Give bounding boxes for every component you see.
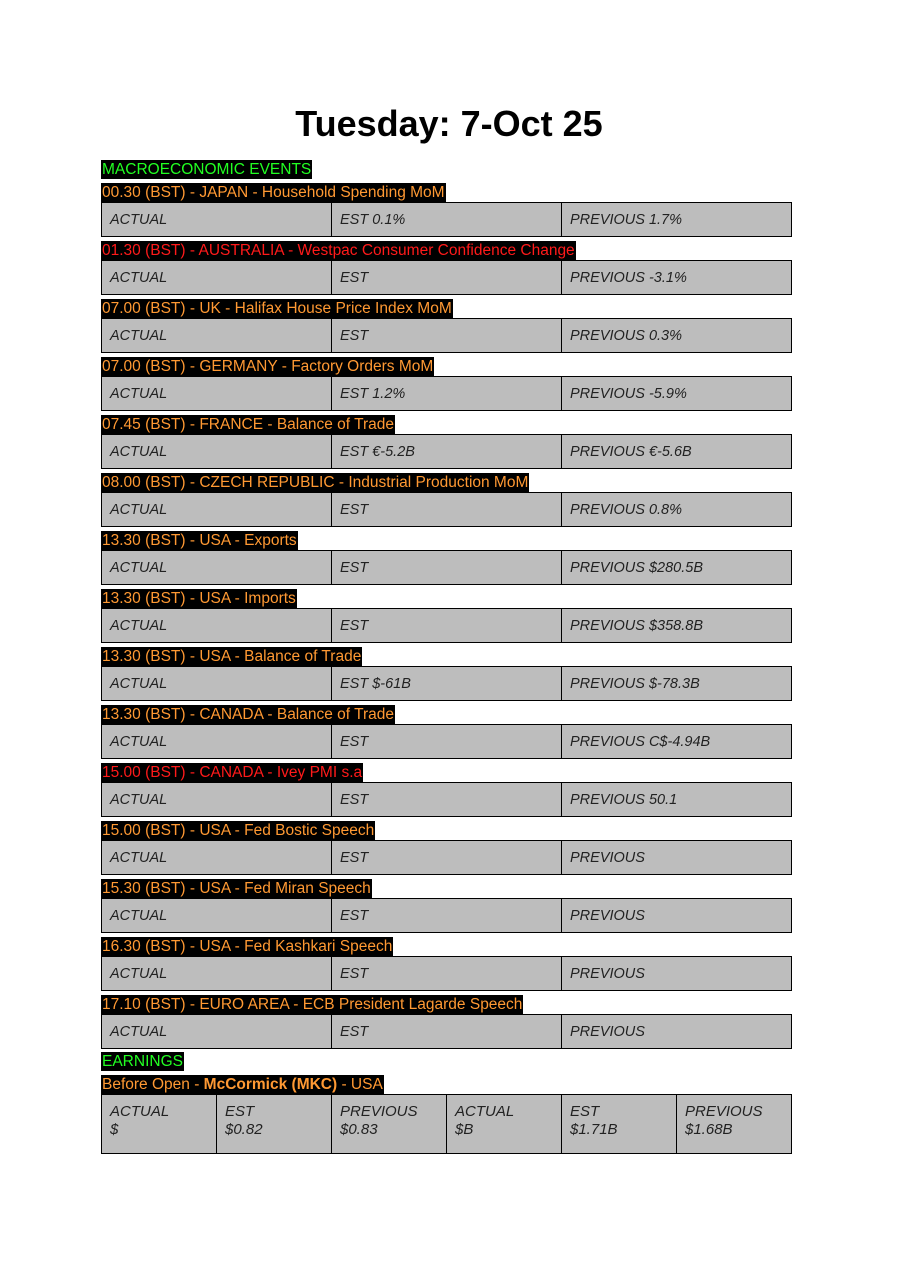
event-header — [101, 295, 792, 318]
earnings-cell — [217, 1095, 332, 1154]
previous-cell: PREVIOUS — [562, 899, 792, 933]
event-row — [102, 1015, 792, 1049]
earnings-item-header — [101, 1071, 792, 1094]
earnings-cell-value: $1.71B — [570, 1121, 618, 1138]
estimate-cell: EST — [332, 841, 562, 875]
earnings-cell-value: $0.83 — [340, 1121, 378, 1138]
event-header — [101, 933, 792, 956]
event-title: 07.00 (BST) - UK - Halifax House Price Index MoM — [102, 300, 452, 317]
actual-cell: ACTUAL — [102, 899, 332, 933]
earnings-company: McCormick (MKC) — [203, 1076, 338, 1093]
earnings-cell-value: $ — [110, 1121, 119, 1138]
estimate-cell: EST — [332, 957, 562, 991]
earnings-cell — [332, 1095, 447, 1154]
earnings-section-header — [101, 1049, 792, 1071]
earnings-cell-label: ACTUAL — [455, 1103, 515, 1120]
previous-cell: PREVIOUS 1.7% — [562, 203, 792, 237]
previous-cell: PREVIOUS $280.5B — [562, 551, 792, 585]
estimate-cell: EST 0.1% — [332, 203, 562, 237]
event-header — [101, 469, 792, 492]
event-table — [101, 492, 792, 527]
actual-cell: ACTUAL — [102, 725, 332, 759]
actual-cell: ACTUAL — [102, 319, 332, 353]
estimate-cell: EST €-5.2B — [332, 435, 562, 469]
event-title: 08.00 (BST) - CZECH REPUBLIC - Industrial Production MoM — [102, 474, 529, 491]
actual-cell: ACTUAL — [102, 493, 332, 527]
earnings-cell-value: $B — [455, 1121, 474, 1138]
event-header — [101, 643, 792, 666]
actual-cell: ACTUAL — [102, 1015, 332, 1049]
earnings-table — [101, 1094, 792, 1154]
event-table — [101, 318, 792, 353]
event-row — [102, 841, 792, 875]
event-header — [101, 411, 792, 434]
event-title: 07.00 (BST) - GERMANY - Factory Orders MoM — [102, 358, 434, 375]
estimate-cell: EST — [332, 493, 562, 527]
earnings-cell — [562, 1095, 677, 1154]
event-row — [102, 377, 792, 411]
event-list — [101, 179, 792, 1049]
event-row — [102, 899, 792, 933]
previous-cell: PREVIOUS 0.8% — [562, 493, 792, 527]
previous-cell: PREVIOUS -5.9% — [562, 377, 792, 411]
earnings-item-title — [101, 1075, 384, 1094]
previous-cell: PREVIOUS C$-4.94B — [562, 725, 792, 759]
previous-cell: PREVIOUS $358.8B — [562, 609, 792, 643]
event-table — [101, 782, 792, 817]
previous-cell: PREVIOUS -3.1% — [562, 261, 792, 295]
event-row — [102, 667, 792, 701]
event-header — [101, 701, 792, 724]
event-title: 13.30 (BST) - CANADA - Balance of Trade — [102, 706, 395, 723]
event-title: 17.10 (BST) - EURO AREA - ECB President Lagarde Speech — [102, 996, 523, 1013]
earnings-cell — [102, 1095, 217, 1154]
event-table — [101, 550, 792, 585]
event-title: 00.30 (BST) - JAPAN - Household Spending MoM — [102, 184, 445, 201]
event-row — [102, 261, 792, 295]
earnings-cell-value: $0.82 — [225, 1121, 263, 1138]
event-row — [102, 957, 792, 991]
earnings-section-label: EARNINGS — [102, 1053, 183, 1070]
event-title: 13.30 (BST) - USA - Balance of Trade — [102, 648, 362, 665]
earnings-row — [102, 1095, 792, 1154]
event-header — [101, 179, 792, 202]
event-table — [101, 956, 792, 991]
event-table — [101, 898, 792, 933]
actual-cell: ACTUAL — [102, 261, 332, 295]
document-body — [101, 157, 792, 1154]
event-title: 07.45 (BST) - FRANCE - Balance of Trade — [102, 416, 395, 433]
event-header — [101, 759, 792, 782]
actual-cell: ACTUAL — [102, 783, 332, 817]
actual-cell: ACTUAL — [102, 609, 332, 643]
event-table — [101, 376, 792, 411]
earnings-cell-value: $1.68B — [685, 1121, 733, 1138]
event-row — [102, 783, 792, 817]
event-title: 16.30 (BST) - USA - Fed Kashkari Speech — [102, 938, 393, 955]
event-row — [102, 609, 792, 643]
estimate-cell: EST — [332, 319, 562, 353]
event-header — [101, 585, 792, 608]
earnings-cell-label: PREVIOUS — [685, 1103, 763, 1120]
event-table — [101, 1014, 792, 1049]
actual-cell: ACTUAL — [102, 435, 332, 469]
page-title: Tuesday: 7-Oct 25 — [295, 103, 603, 144]
event-table — [101, 434, 792, 469]
event-title: 15.00 (BST) - USA - Fed Bostic Speech — [102, 822, 375, 839]
event-header — [101, 353, 792, 376]
estimate-cell: EST — [332, 551, 562, 585]
previous-cell: PREVIOUS — [562, 1015, 792, 1049]
event-row — [102, 725, 792, 759]
event-table — [101, 724, 792, 759]
event-header — [101, 875, 792, 898]
earnings-cell-label: EST — [225, 1103, 255, 1120]
actual-cell: ACTUAL — [102, 551, 332, 585]
previous-cell: PREVIOUS — [562, 841, 792, 875]
estimate-cell: EST — [332, 783, 562, 817]
event-title: 15.00 (BST) - CANADA - Ivey PMI s.a — [102, 764, 363, 781]
event-title: 15.30 (BST) - USA - Fed Miran Speech — [102, 880, 371, 897]
actual-cell: ACTUAL — [102, 667, 332, 701]
estimate-cell: EST — [332, 609, 562, 643]
event-table — [101, 202, 792, 237]
estimate-cell: EST — [332, 261, 562, 295]
earnings-suffix: - USA — [337, 1076, 383, 1093]
previous-cell: PREVIOUS 50.1 — [562, 783, 792, 817]
earnings-cell — [447, 1095, 562, 1154]
previous-cell: PREVIOUS €-5.6B — [562, 435, 792, 469]
previous-cell: PREVIOUS 0.3% — [562, 319, 792, 353]
event-table — [101, 260, 792, 295]
estimate-cell: EST — [332, 1015, 562, 1049]
estimate-cell: EST — [332, 725, 562, 759]
earnings-prefix: Before Open - — [102, 1076, 204, 1093]
event-table — [101, 608, 792, 643]
actual-cell: ACTUAL — [102, 957, 332, 991]
earnings-cell-label: PREVIOUS — [340, 1103, 418, 1120]
event-header — [101, 817, 792, 840]
actual-cell: ACTUAL — [102, 203, 332, 237]
previous-cell: PREVIOUS — [562, 957, 792, 991]
actual-cell: ACTUAL — [102, 377, 332, 411]
event-table — [101, 840, 792, 875]
estimate-cell: EST — [332, 899, 562, 933]
event-title: 13.30 (BST) - USA - Exports — [102, 532, 297, 549]
event-row — [102, 493, 792, 527]
event-table — [101, 666, 792, 701]
event-header — [101, 237, 792, 260]
event-row — [102, 551, 792, 585]
event-title: 13.30 (BST) - USA - Imports — [102, 590, 296, 607]
event-title: 01.30 (BST) - AUSTRALIA - Westpac Consumer Confidence Change — [102, 242, 575, 259]
estimate-cell: EST 1.2% — [332, 377, 562, 411]
event-header — [101, 991, 792, 1014]
previous-cell: PREVIOUS $-78.3B — [562, 667, 792, 701]
macro-section-label: MACROECONOMIC EVENTS — [102, 161, 312, 178]
event-row — [102, 203, 792, 237]
earnings-cell-label: ACTUAL — [110, 1103, 170, 1120]
event-header — [101, 527, 792, 550]
actual-cell: ACTUAL — [102, 841, 332, 875]
estimate-cell: EST $-61B — [332, 667, 562, 701]
event-row — [102, 435, 792, 469]
earnings-cell-label: EST — [570, 1103, 600, 1120]
earnings-cell — [677, 1095, 792, 1154]
event-row — [102, 319, 792, 353]
macro-section-header — [101, 157, 792, 179]
